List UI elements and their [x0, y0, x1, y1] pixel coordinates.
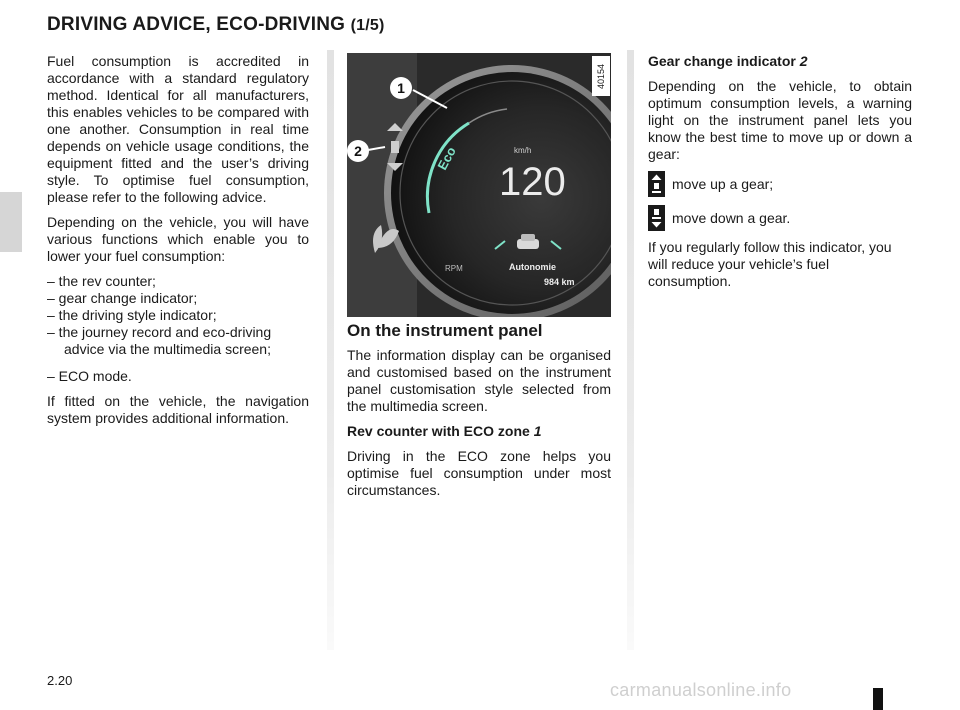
speed-unit: km/h [514, 146, 532, 155]
gear-up-icon [648, 171, 665, 197]
list-item: – the journey record and eco-driving advice via the multimedia screen; [47, 324, 272, 357]
intro-paragraph: Fuel consumption is accredited in accordance with a standard regulatory method. Identical for all manufacturers, this enables vehicles to be compared with one another. Consumption in real time depends on vehicle usage conditions, the equipment fitted and the user’s driving style. To optimise fuel consumption, please refer to the following advice. [47, 53, 309, 205]
gear-change-paragraph: Depending on the vehicle, to obtain optimum consumption levels, a warning light on the instrument panel lets you know the best time to move up or down a gear: [648, 78, 912, 162]
section-tab [0, 192, 22, 252]
gear-change-heading [648, 53, 912, 70]
list-item: – the rev counter; [47, 273, 156, 289]
column-divider-left [327, 50, 334, 650]
gear-change-reference: 2 [799, 53, 808, 69]
page-number: 2.20 [47, 673, 73, 688]
figure-reference-code: 40154 [592, 56, 610, 96]
column-divider-right [627, 50, 634, 650]
move-up-row [648, 171, 912, 197]
navigation-note: If fitted on the vehicle, the navigation system provides additional information. [47, 393, 309, 426]
callout-2-number: 2 [354, 143, 362, 159]
rev-counter-paragraph: Driving in the ECO zone helps you optimise fuel consumption under most circumstances. [347, 448, 611, 498]
gear-change-heading-text: Gear change indicator [648, 53, 796, 69]
watermark: carmanualsonline.info [610, 680, 792, 700]
page-indicator: (1/5) [350, 17, 385, 34]
middle-column [347, 322, 611, 507]
rev-counter-heading [347, 423, 611, 440]
callout-1-number: 1 [397, 80, 405, 96]
left-column [47, 53, 309, 435]
move-down-row [648, 205, 912, 231]
display-paragraph: The information display can be organised and customised based on the instrument panel customisation style selected from the multimedia screen. [347, 347, 611, 414]
follow-indicator-paragraph: If you regularly follow this indicator, you will reduce your vehicle’s fuel consumption. [648, 239, 892, 289]
rev-counter-heading-text: Rev counter with ECO zone [347, 423, 530, 439]
corner-mark [873, 688, 883, 710]
list-item: – the driving style indicator; [47, 307, 217, 323]
functions-intro: Depending on the vehicle, you will have various functions which enable you to lower your fuel consumption: [47, 214, 309, 264]
title-text: DRIVING ADVICE, ECO-DRIVING [47, 14, 346, 35]
gear-down-icon [648, 205, 665, 231]
functions-list [47, 273, 309, 385]
page-title [47, 14, 385, 36]
list-item: – gear change indicator; [47, 290, 198, 306]
speed-value: 120 [499, 160, 566, 204]
rpm-label: RPM [445, 264, 463, 273]
eco-label: Eco [434, 144, 459, 173]
instrument-panel-figure [347, 53, 611, 317]
move-up-text: move up a gear; [672, 175, 774, 192]
range-value: 984 km [544, 277, 575, 287]
instrument-panel-illustration [347, 53, 611, 317]
range-label: Autonomie [509, 262, 556, 272]
list-item: – ECO mode. [47, 368, 132, 384]
gear-indicator-icon [391, 141, 399, 153]
section-heading: On the instrument panel [347, 321, 543, 340]
rev-counter-reference: 1 [533, 423, 542, 439]
right-column [648, 53, 912, 298]
move-down-text: move down a gear. [672, 209, 791, 226]
